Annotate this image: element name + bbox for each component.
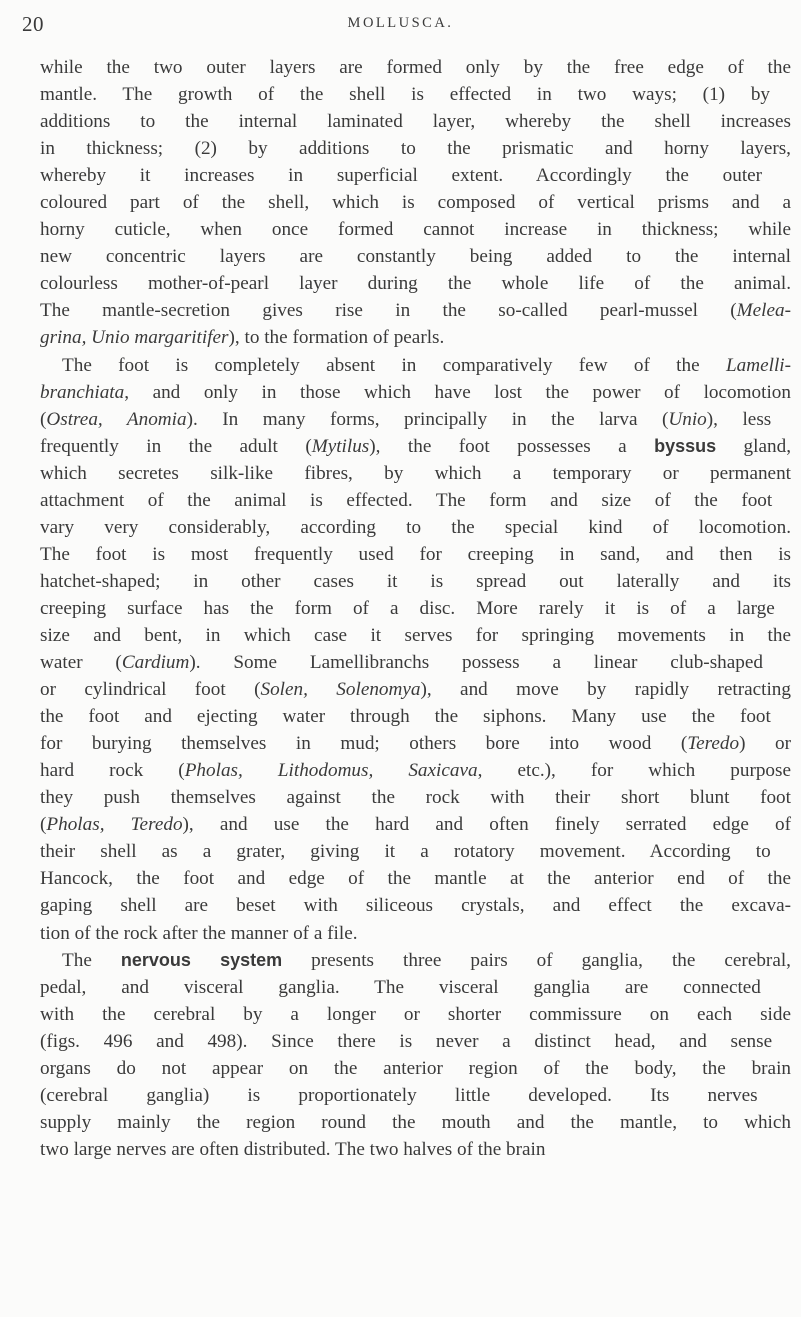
text-line <box>40 947 791 974</box>
text-line <box>40 1001 791 1028</box>
text-line <box>40 1082 791 1109</box>
text-segment: pedal, and visceral ganglia. The visceral ganglia are connected <box>40 976 761 998</box>
text-line <box>40 108 791 135</box>
text-segment: ), less <box>706 408 772 430</box>
text-segment: organs do not appear on the anterior region of the body, the brain <box>40 1057 791 1079</box>
text-line <box>40 541 791 568</box>
text-line <box>40 297 791 324</box>
text-segment: The foot is most frequently used for creeping in sand, and then is <box>40 543 791 565</box>
text-segment: ), and use the hard and often finely serrated edge of <box>182 814 792 836</box>
text-segment: frequently in the adult ( <box>40 435 312 457</box>
text-segment: they push themselves against the rock with their short blunt foot <box>40 787 791 809</box>
text-segment: ), the foot possesses a <box>369 435 655 457</box>
italic-text: grina, Unio margaritifer <box>40 327 229 349</box>
text-line <box>40 406 791 433</box>
text-line <box>40 460 791 487</box>
italic-text: Cardium <box>121 652 190 674</box>
text-line <box>40 1055 791 1082</box>
text-segment: gaping shell are beset with siliceous crystals, and effect the excava- <box>40 895 791 917</box>
text-segment: while the two outer layers are formed only by the free edge of the <box>40 57 791 78</box>
text-segment: The mantle-secretion gives rise in the so-called pearl-mussel ( <box>40 300 737 322</box>
text-line <box>40 920 791 947</box>
text-segment: attachment of the animal is effected. The form and size of the foot <box>40 489 773 511</box>
italic-text: Melea- <box>736 300 791 322</box>
text-line <box>40 757 791 784</box>
text-segment: whereby it increases in superficial extent. Accordingly the outer <box>40 165 763 187</box>
text-segment: (figs. 496 and 498). Since there is never a distinct head, and sense <box>40 1030 773 1052</box>
text-line <box>40 81 791 108</box>
text-line <box>40 514 791 541</box>
text-segment: presents three pairs of ganglia, the cerebral, <box>282 949 791 971</box>
text-segment: hatchet-shaped; in other cases it is spread out laterally and its <box>40 570 791 592</box>
text-segment: their shell as a grater, giving it a rotatory movement. According to <box>40 841 771 863</box>
text-segment: ( <box>40 814 47 836</box>
text-line <box>40 595 791 622</box>
text-segment: , and only in those which have lost the power of locomotion <box>124 381 791 403</box>
text-line <box>40 784 791 811</box>
text-line <box>40 811 791 838</box>
text-segment: for burying themselves in mud; others bore into wood ( <box>40 733 688 755</box>
text-segment: size and bent, in which case it serves for springing movements in the <box>40 624 791 646</box>
text-segment: , etc.), for which purpose <box>477 760 792 782</box>
text-segment: horny cuticle, when once formed cannot increase in thickness; while <box>40 219 791 241</box>
italic-text: Pholas, Lithodomus, Saxicava <box>184 760 478 782</box>
text-segment: vary very considerably, according to the special kind of locomotion. <box>40 516 791 538</box>
text-line <box>40 379 791 406</box>
text-line <box>40 649 791 676</box>
text-line <box>40 838 791 865</box>
italic-text: Solen, Solenomya <box>260 679 421 701</box>
text-segment: ) or <box>739 733 791 755</box>
text-line <box>40 1109 791 1136</box>
text-segment: mantle. The growth of the shell is effected in two ways; (1) by <box>40 84 771 106</box>
text-segment: supply mainly the region round the mouth and the mantle, to which <box>40 1111 791 1133</box>
page-number: 20 <box>22 12 44 36</box>
text-line <box>40 135 791 162</box>
text-segment: ), to the formation of pearls. <box>228 327 445 349</box>
text-segment: Hancock, the foot and edge of the mantle at the anterior end of the <box>40 868 791 890</box>
text-segment: or cylindrical foot ( <box>40 679 261 701</box>
text-line <box>40 270 791 297</box>
bold-text: byssus <box>654 435 717 456</box>
text-line <box>40 1028 791 1055</box>
bold-text: nervous system <box>120 949 283 970</box>
text-line <box>40 162 791 189</box>
running-head: MOLLUSCA. <box>347 15 454 31</box>
italic-text: branchiata <box>40 381 125 403</box>
text-segment: tion of the rock after the manner of a file. <box>40 922 358 944</box>
text-segment: water ( <box>40 652 122 674</box>
text-line <box>40 622 791 649</box>
text-segment: in thickness; (2) by additions to the prismatic and horny layers, <box>40 138 791 160</box>
text-line <box>40 974 791 1001</box>
text-line <box>40 189 791 216</box>
text-segment: ). Some Lamellibranchs possess a linear club-shaped <box>189 652 763 674</box>
text-line <box>40 243 791 270</box>
text-segment: additions to the internal laminated layer, whereby the shell increases <box>40 111 791 133</box>
italic-text: Lamelli- <box>725 354 791 376</box>
text-line <box>40 216 791 243</box>
text-line <box>40 487 791 514</box>
text-line <box>40 433 791 460</box>
text-line <box>40 324 791 351</box>
text-line <box>40 892 791 919</box>
text-segment: The foot is completely absent in comparatively few of the <box>62 354 726 376</box>
text-segment: colourless mother-of-pearl layer during the whole life of the animal. <box>40 273 791 295</box>
text-segment: The <box>62 949 121 971</box>
text-segment: (cerebral ganglia) is proportionately little developed. Its nerves <box>40 1084 758 1106</box>
italic-text: Unio <box>668 408 707 430</box>
text-line <box>40 1136 791 1163</box>
text-segment: creeping surface has the form of a disc. More rarely it is of a large <box>40 597 775 619</box>
italic-text: Teredo <box>687 733 740 755</box>
page-header <box>0 8 801 40</box>
body-text <box>40 54 791 1163</box>
text-line <box>40 703 791 730</box>
text-segment: ( <box>40 408 47 430</box>
text-segment: hard rock ( <box>40 760 185 782</box>
text-line <box>40 730 791 757</box>
text-line <box>40 568 791 595</box>
text-segment: new concentric layers are constantly being added to the internal <box>40 246 791 268</box>
text-line <box>40 352 791 379</box>
text-segment: gland, <box>716 435 791 457</box>
text-line <box>40 676 791 703</box>
text-line <box>40 865 791 892</box>
text-line <box>40 54 791 81</box>
text-segment: the foot and ejecting water through the siphons. Many use the foot <box>40 706 771 728</box>
italic-text: Pholas, Teredo <box>46 814 183 836</box>
italic-text: Mytilus <box>311 435 370 457</box>
text-segment: with the cerebral by a longer or shorter commissure on each side <box>40 1003 791 1025</box>
text-segment: two large nerves are often distributed. The two halves of the brain <box>40 1138 546 1160</box>
italic-text: Ostrea, Anomia <box>46 408 187 430</box>
text-segment: coloured part of the shell, which is composed of vertical prisms and a <box>40 192 791 214</box>
text-segment: which secretes silk-like fibres, by which a temporary or permanent <box>40 462 791 484</box>
text-segment: ). In many forms, principally in the larva ( <box>186 408 669 430</box>
text-segment: ), and move by rapidly retracting <box>420 679 791 701</box>
